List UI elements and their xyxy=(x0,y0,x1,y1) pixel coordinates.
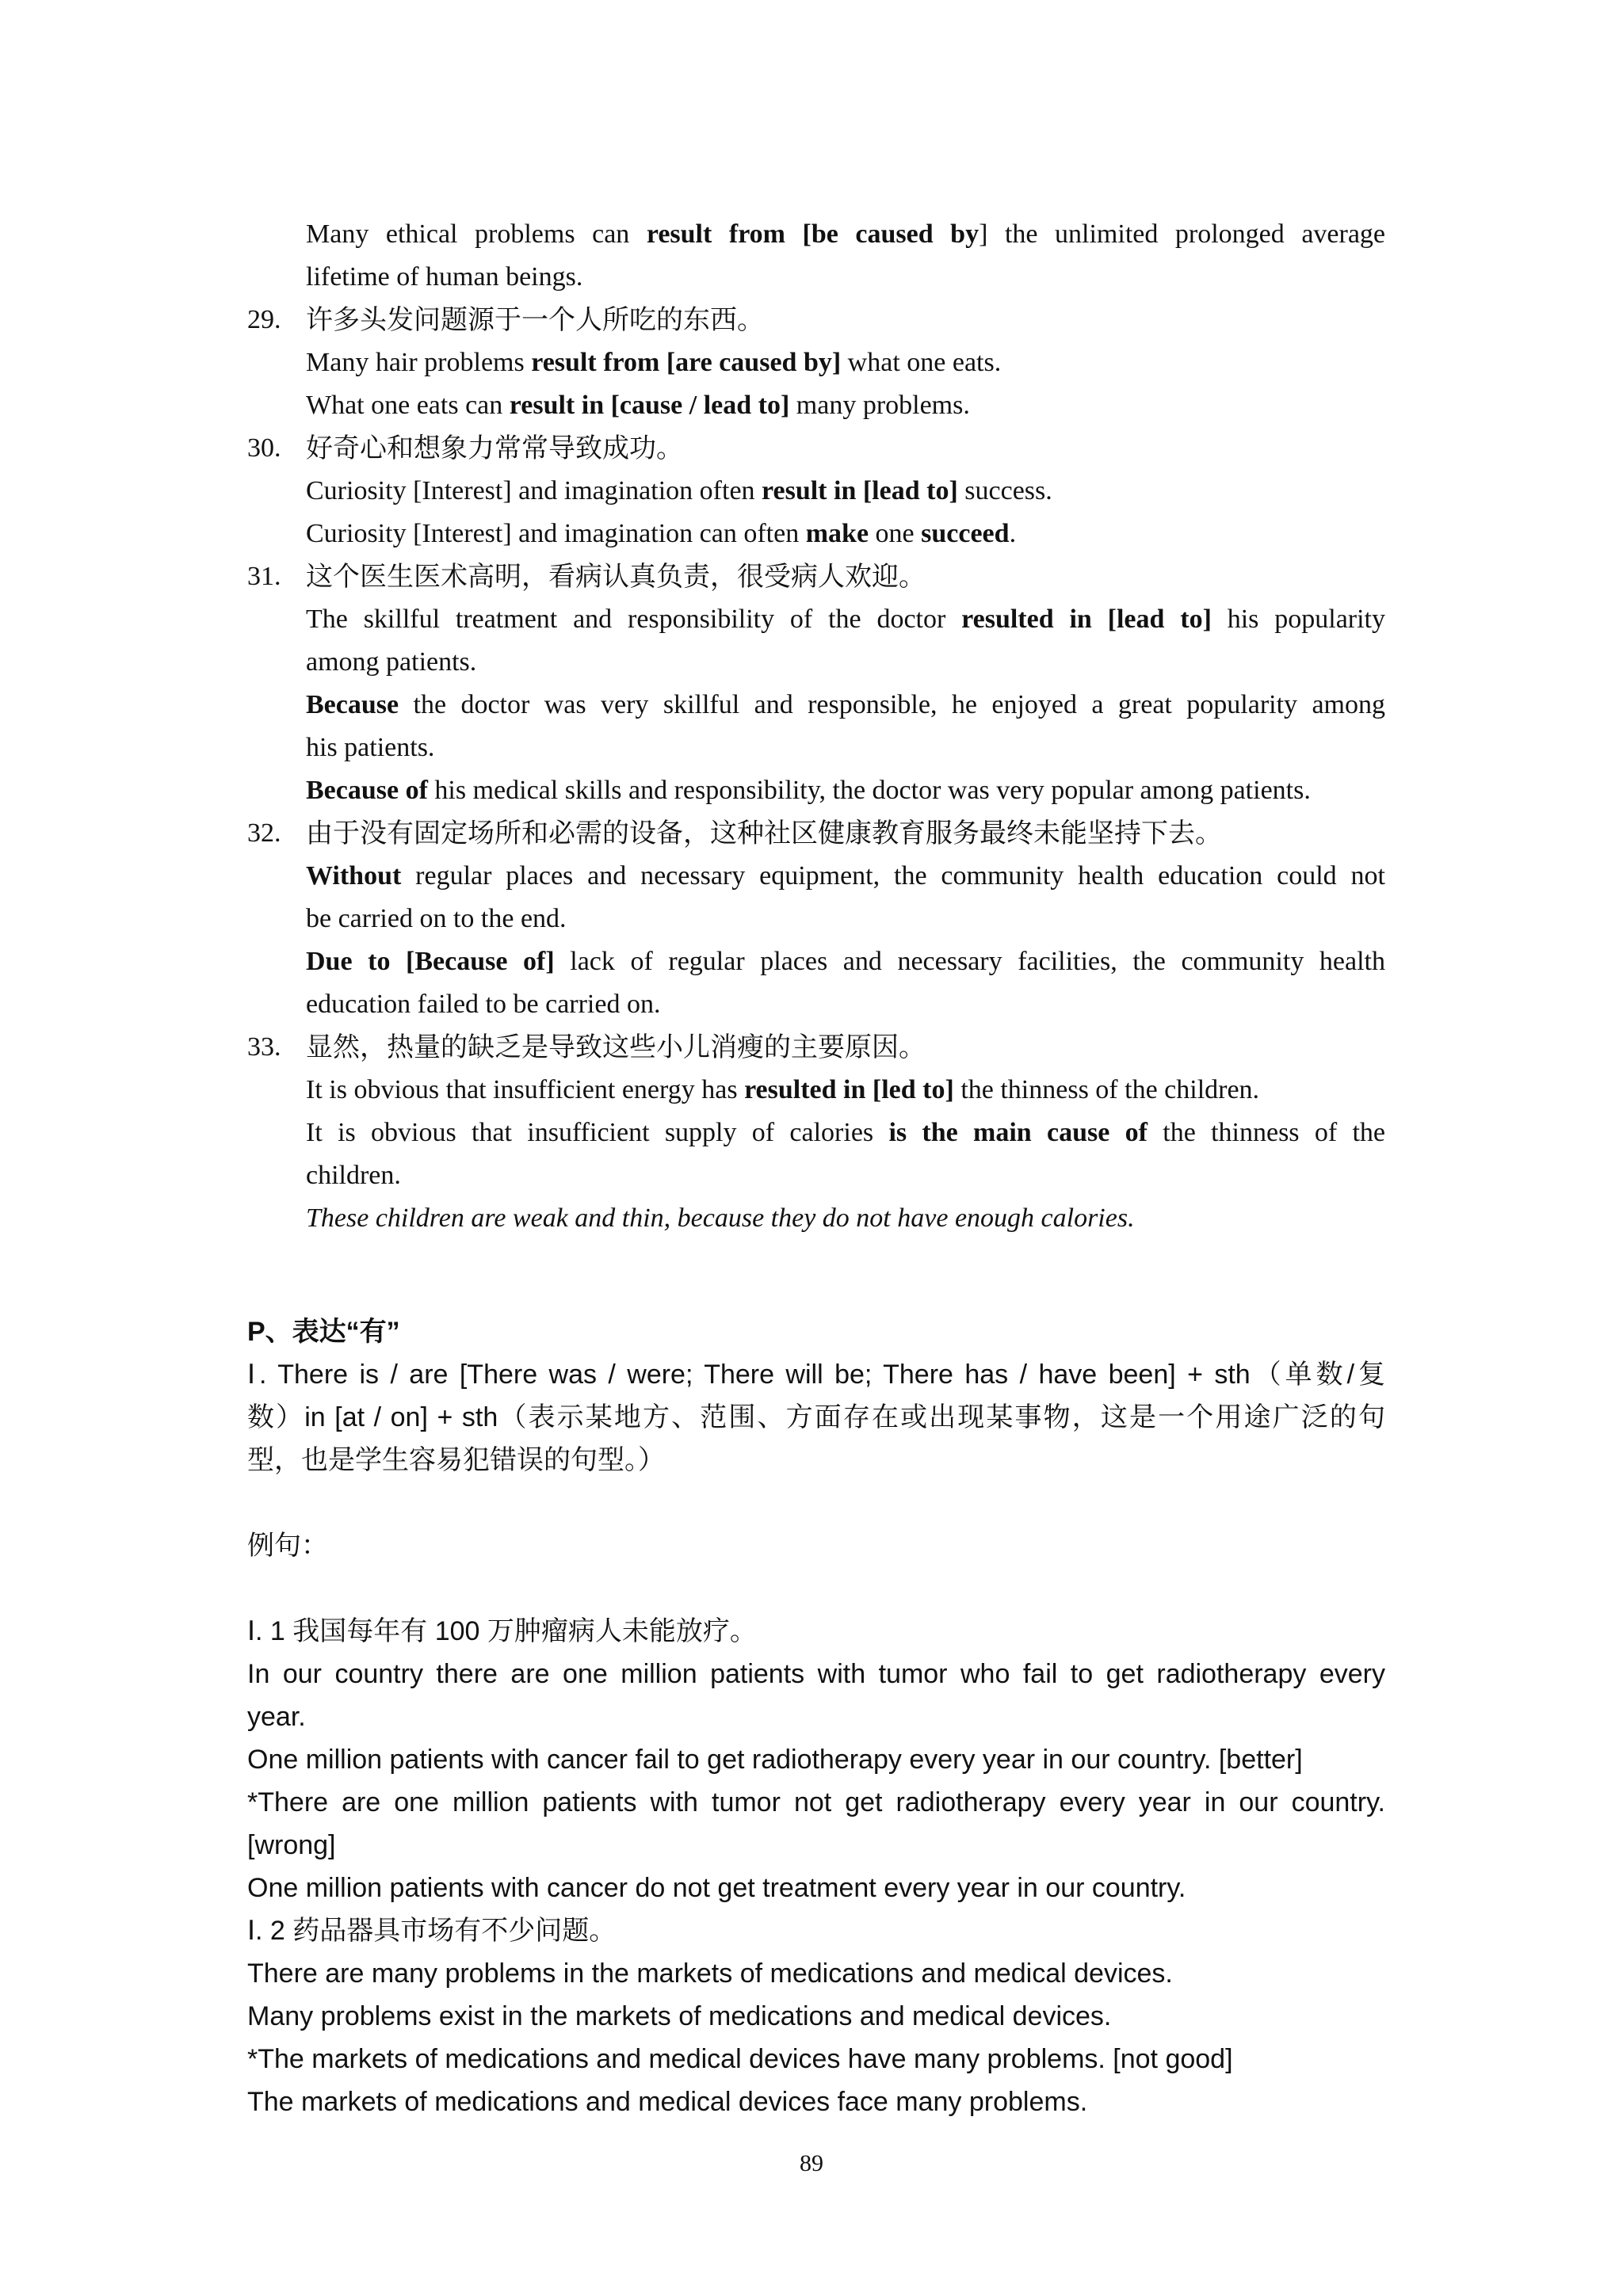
example-sentence: The markets of medications and medical devices face many problems. xyxy=(247,2087,1088,2117)
example-sentence: The skillful treatment and responsibility of the doctor resulted in [lead to] his popularity xyxy=(306,605,1385,634)
example-sentence: One million patients with cancer fail to get radiotherapy every year in our country. [better] xyxy=(247,1745,1303,1775)
example-sentence: Many ethical problems can result from [be caused by] the unlimited prolonged average xyxy=(306,219,1386,249)
item-number: 29. xyxy=(247,305,281,334)
page-number: 89 xyxy=(800,2150,823,2176)
chinese-prompt: 这个医生医术高明，看病认真负责，很受病人欢迎。 xyxy=(306,562,926,592)
example-sentence: education failed to be carried on. xyxy=(306,990,661,1019)
example-sentence: These children are weak and thin, because they do not have enough calories. xyxy=(306,1203,1135,1233)
example-sentence: There are many problems in the markets of medications and medical devices. xyxy=(247,1958,1173,1989)
example-sentence: Many hair problems result from [are caused by] what one eats. xyxy=(306,348,1002,377)
example-sentence: lifetime of human beings. xyxy=(306,262,583,292)
example-sentence: Many problems exist in the markets of medications and medical devices. xyxy=(247,2001,1112,2031)
example-sentence: It is obvious that insufficient supply of calories is the main cause of the thinness of the xyxy=(306,1118,1385,1147)
example-sentence: [wrong] xyxy=(247,1830,336,1860)
example-sentence: his patients. xyxy=(306,733,435,762)
example-sentence: children. xyxy=(306,1161,401,1190)
item-number: 30. xyxy=(247,433,281,463)
pattern-description: 型，也是学生容易犯错误的句型。） xyxy=(247,1445,665,1475)
example-sentence: among patients. xyxy=(306,647,477,677)
chinese-prompt: 显然，热量的缺乏是导致这些小儿消瘦的主要原因。 xyxy=(306,1032,926,1062)
chinese-prompt: 许多头发问题源于一个人所吃的东西。 xyxy=(306,305,764,335)
item-number: 32. xyxy=(247,818,281,848)
chinese-prompt: 好奇心和想象力常常导致成功。 xyxy=(306,433,683,463)
example-sentence: *There are one million patients with tumor not get radiotherapy every year in our country. xyxy=(247,1787,1385,1817)
item-number: 33. xyxy=(247,1032,281,1062)
example-sentence: In our country there are one million patients with tumor who fail to get radiotherapy every xyxy=(247,1659,1385,1689)
example-sentence: What one eats can result in [cause / lead to] many problems. xyxy=(306,391,970,420)
examples-label: 例句： xyxy=(247,1531,328,1561)
example-sentence: Without regular places and necessary equipment, the community health education could not xyxy=(306,861,1385,891)
example-sentence: *The markets of medications and medical devices have many problems. [not good] xyxy=(247,2044,1233,2074)
example-sentence: It is obvious that insufficient energy has resulted in [led to] the thinness of the children. xyxy=(306,1075,1260,1104)
example-sentence: year. xyxy=(247,1702,306,1732)
example-sentence: Due to [Because of] lack of regular places and necessary facilities, the community health xyxy=(306,947,1385,976)
chinese-prompt: 由于没有固定场所和必需的设备，这种社区健康教育服务最终未能坚持下去。 xyxy=(306,818,1222,849)
example-sentence: Curiosity [Interest] and imagination can often make one succeed. xyxy=(306,519,1017,548)
example-heading: Ⅰ. 2 药品器具市场有不少问题。 xyxy=(247,1916,617,1946)
pattern-description: 数）in [at / on] + sth（表示某地方、范围、方面存在或出现某事物，这是一个用途广泛的句 xyxy=(247,1402,1385,1432)
example-heading: Ⅰ. 1 我国每年有 100 万肿瘤病人未能放疗。 xyxy=(247,1616,757,1646)
pattern-description: Ⅰ. There is / are [There was / were; There will be; There has / have been] + sth（单数/复 xyxy=(247,1360,1385,1390)
example-sentence: be carried on to the end. xyxy=(306,904,567,933)
section-heading: P、表达“有” xyxy=(247,1317,400,1347)
example-sentence: Because the doctor was very skillful and responsible, he enjoyed a great popularity among xyxy=(306,690,1385,719)
item-number: 31. xyxy=(247,562,281,591)
example-sentence: Curiosity [Interest] and imagination often result in [lead to] success. xyxy=(306,476,1052,505)
example-sentence: Because of his medical skills and responsibility, the doctor was very popular among patients. xyxy=(306,776,1311,805)
example-sentence: One million patients with cancer do not get treatment every year in our country. xyxy=(247,1873,1186,1903)
